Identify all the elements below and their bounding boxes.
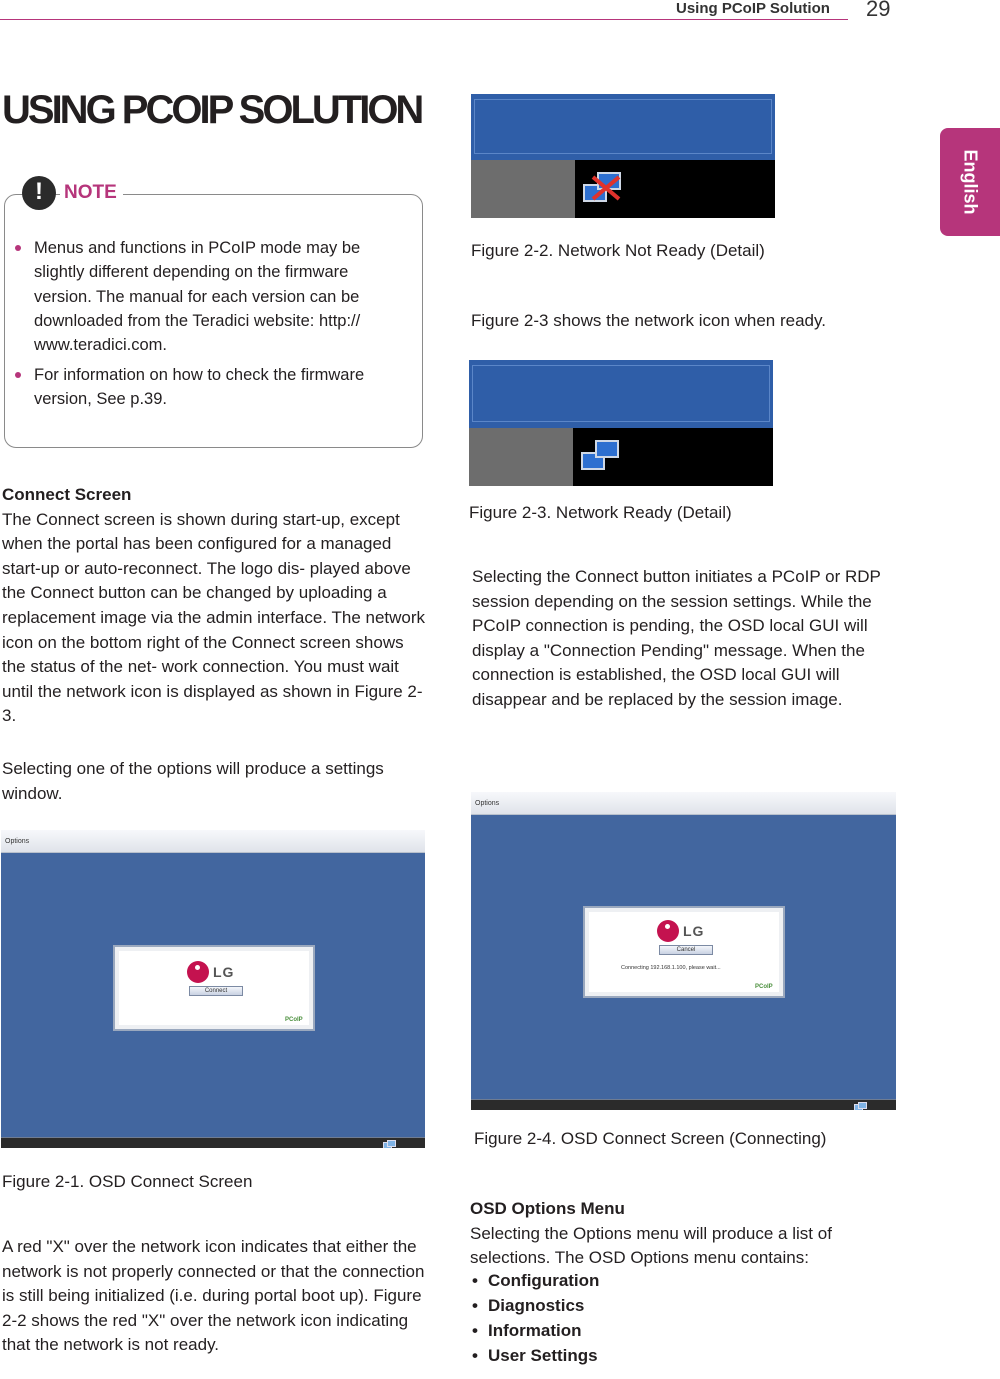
taskbar-detail (471, 160, 775, 218)
page-number: 29 (866, 0, 891, 21)
taskbar-detail (469, 428, 773, 486)
language-tab-label: English (960, 149, 981, 215)
list-item: • Configuration (470, 1271, 599, 1296)
osd-options-section (470, 1197, 890, 1271)
cancel-button[interactable]: Cancel (659, 945, 713, 955)
figure-intro-paragraph: Figure 2-3 shows the network icon when ready. (471, 311, 826, 330)
options-list (470, 1271, 599, 1371)
settings-paragraph: Selecting one of the options will produce a settings window. (2, 759, 384, 803)
network-not-ready-icon (583, 172, 627, 206)
screen-detail (471, 94, 775, 161)
lg-logo-icon (187, 961, 209, 983)
osd-connecting-screenshot (471, 792, 896, 1110)
options-titlebar (1, 830, 425, 853)
connect-screen-paragraph: The Connect screen is shown during start-up, except when the portal has been configured for a managed start-up or auto-reconnect. The logo dis- played above the Connect button can be changed by uploading a replacement image via the admin interface. The network icon on the bottom right of the Connect screen shows the status of the net- work connection. You must wait until the network icon is displayed as shown in Figure 2-3. (2, 509, 426, 726)
network-not-ready-screenshot (471, 94, 775, 218)
figure-caption: Figure 2-3. Network Ready (Detail) (469, 503, 732, 522)
options-menu: Options (475, 800, 500, 807)
note-item-text: Menus and functions in PCoIP mode may be slightly different depending on the firmware version. The manual for each version can be downloaded from the Teradici website: http:// www.teradici.com. (34, 239, 361, 355)
osd-connect-screenshot (1, 830, 425, 1148)
pcoip-logo: PCoIP (285, 1017, 303, 1023)
header-rule (0, 19, 848, 20)
connecting-status: Connecting 192.168.1.100, please wait... (621, 965, 721, 971)
page-title: USING PCOIP SOLUTION (2, 88, 422, 132)
connect-screen-section (2, 483, 426, 729)
bullet-icon (15, 245, 21, 251)
lg-logo-icon (657, 920, 679, 942)
screen-detail (469, 360, 773, 429)
pcoip-logo: PCoIP (755, 984, 773, 990)
lg-logo-text: LG (683, 923, 705, 939)
options-titlebar (471, 792, 896, 815)
options-menu: Options (5, 838, 30, 845)
note-item (34, 363, 410, 412)
list-item: • User Settings (470, 1346, 599, 1371)
figure-caption: Figure 2-1. OSD Connect Screen (2, 1172, 253, 1191)
connect-dialog (113, 945, 315, 1031)
note-item-text: For information on how to check the firmware version, See p.39. (34, 366, 365, 409)
section-header: Using PCoIP Solution (676, 0, 830, 17)
language-tab (940, 128, 1000, 236)
osd-options-intro: Selecting the Options menu will produce a list of selections. The OSD Options menu contains: (470, 1223, 832, 1268)
network-icon (854, 1102, 866, 1110)
connect-session-paragraph: Selecting the Connect button initiates a PCoIP or RDP session depending on the session settings. While the PCoIP connection is pending, the OSD local GUI will display a "Connection Pending" message. When the connection is established, the OSD local GUI will disappear and be replaced by the session image. (472, 567, 881, 709)
exclamation-icon (22, 176, 56, 210)
list-item: • Information (470, 1321, 599, 1346)
network-icon (383, 1140, 395, 1148)
figure-caption: Figure 2-4. OSD Connect Screen (Connecting) (474, 1129, 827, 1148)
figure-caption: Figure 2-2. Network Not Ready (Detail) (471, 241, 765, 260)
connecting-dialog (583, 906, 785, 998)
network-ready-icon (581, 440, 625, 474)
connect-screen-heading: Connect Screen (2, 485, 132, 504)
note-label: NOTE (60, 182, 123, 204)
connect-button[interactable]: Connect (189, 986, 243, 996)
lg-logo-text: LG (213, 964, 235, 980)
bullet-icon (15, 372, 21, 378)
note-item (34, 236, 410, 357)
taskbar (1, 1137, 425, 1148)
red-x-paragraph: A red "X" over the network icon indicates that either the network is not properly connected or that the connection is still being initialized (i.e. during portal boot up). Figure 2-2 shows the red "X" over the network icon indicating that the network is not ready. (2, 1237, 425, 1355)
list-item: • Diagnostics (470, 1296, 599, 1321)
osd-options-heading: OSD Options Menu (470, 1199, 625, 1218)
taskbar (471, 1099, 896, 1110)
network-ready-screenshot (469, 360, 773, 486)
